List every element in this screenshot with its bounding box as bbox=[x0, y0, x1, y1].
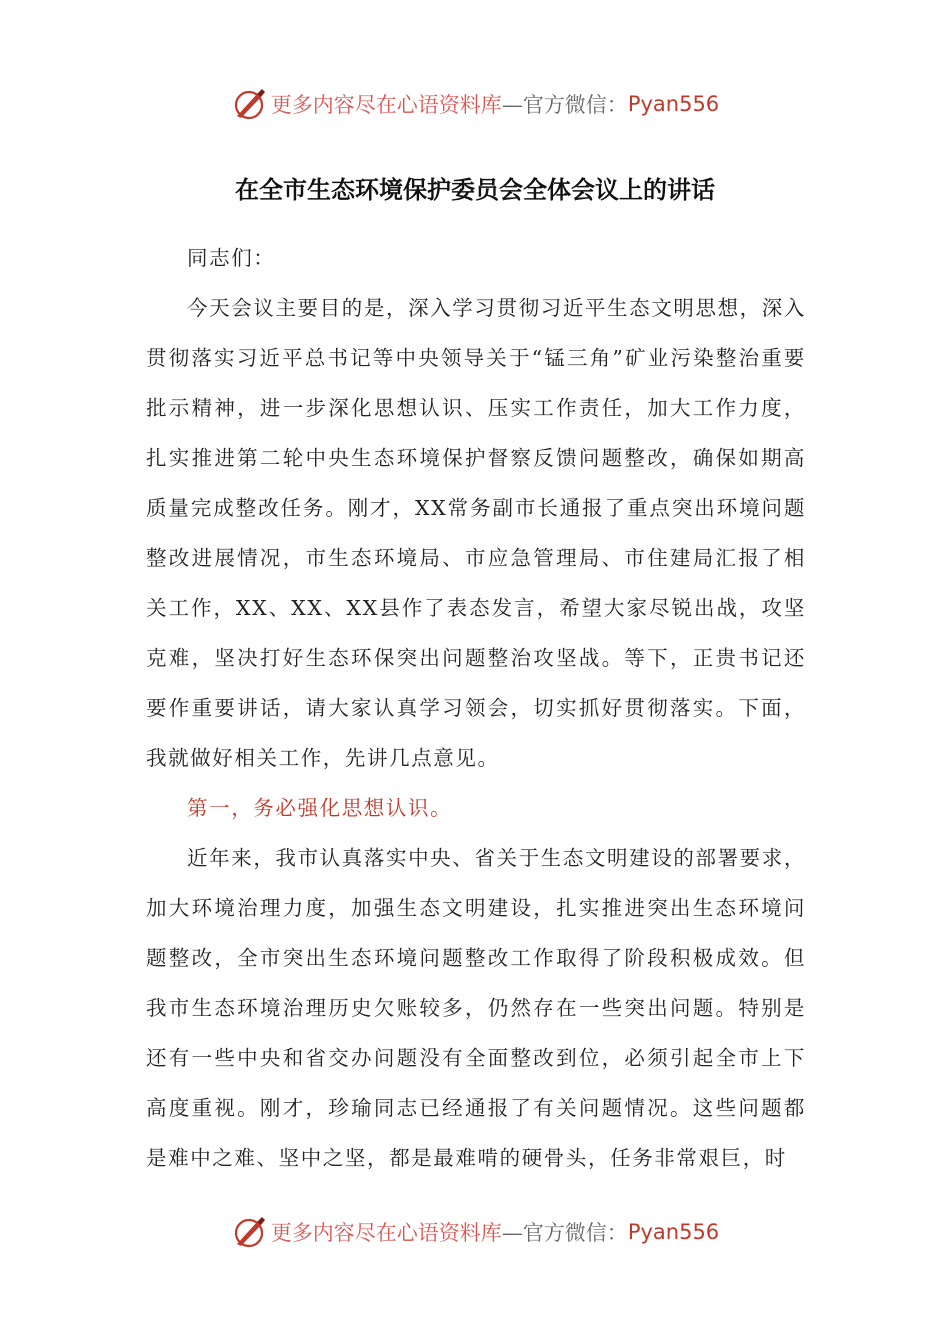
header-banner bbox=[0, 84, 950, 124]
section-heading: 第一，务必强化思想认识。 bbox=[187, 796, 453, 820]
paragraph: 近年来，我市认真落实中央、省关于生态文明建设的部署要求，加大环境治理力度，加强生态文明建设，扎实推进突出生态环境问题整改，全市突出生态环境问题整改工作取得了阶段积极成效。但我市生态环境治理历史欠账较多，仍然存在一些突出问题。特别是还有一些中央和省交办问题没有全面整改到位，必须引起全市上下高度重视。刚才，珍瑜同志已经通报了有关问题情况。这些问题都是难中之难、坚中之坚，都是最难啃的硬骨头，任务非常艰巨，时 bbox=[146, 846, 806, 1170]
pen-circle-logo-icon bbox=[231, 86, 267, 122]
banner-wechat-id: Pyan556 bbox=[627, 92, 720, 116]
document-body bbox=[146, 233, 806, 1183]
banner-text: 更多内容尽在心语资料库 bbox=[270, 93, 502, 117]
pen-circle-logo-icon bbox=[231, 1214, 267, 1250]
footer-banner bbox=[0, 1212, 950, 1252]
salutation: 同志们： bbox=[187, 246, 276, 270]
banner-wechat-id: Pyan556 bbox=[627, 1220, 720, 1244]
banner-separator: —官方微信： bbox=[501, 93, 628, 117]
document-title: 在全市生态环境保护委员会全体会议上的讲话 bbox=[235, 176, 715, 204]
banner-separator: —官方微信： bbox=[501, 1221, 628, 1245]
banner-text: 更多内容尽在心语资料库 bbox=[270, 1221, 502, 1245]
paragraph: 今天会议主要目的是，深入学习贯彻习近平生态文明思想，深入贯彻落实习近平总书记等中央领导关于“锰三角”矿业污染整治重要批示精神，进一步深化思想认识、压实工作责任，加大工作力度，扎实推进第二轮中央生态环境保护督察反馈问题整改，确保如期高质量完成整改任务。刚才，XX常务副市长通报了重点突出环境问题整改进展情况，市生态环境局、市应急管理局、市住建局汇报了相关工作，XX、XX、XX县作了表态发言，希望大家尽锐出战，攻坚克难，坚决打好生态环保突出问题整治攻坚战。等下，正贵书记还要作重要讲话，请大家认真学习领会，切实抓好贯彻落实。下面，我就做好相关工作，先讲几点意见。 bbox=[146, 296, 806, 770]
